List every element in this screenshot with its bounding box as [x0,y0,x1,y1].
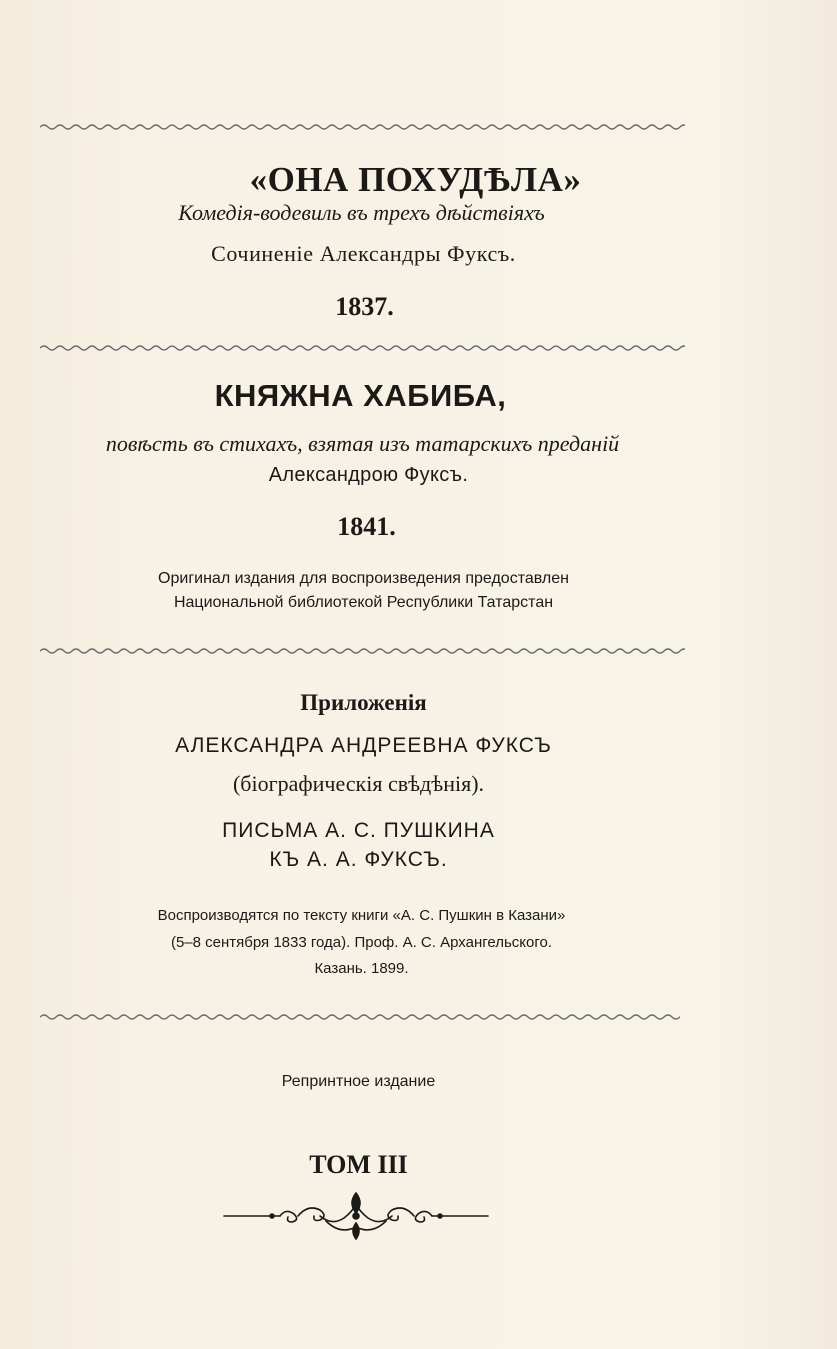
wavy-rule-icon [40,344,685,352]
work2-title: КНЯЖНА ХАБИБА, [214,378,507,413]
reprint-label: Репринтное издание [281,1073,436,1090]
wavy-rule-icon [40,1013,680,1021]
volume-label: ТОМ III [309,1150,408,1179]
source-line-1: Воспроизводятся по тексту книги «А. С. Пушкин в Казани» [157,907,566,924]
work1-author: Сочиненіе Александры Фуксъ. [211,241,516,266]
wavy-rule-icon [40,123,685,131]
appendix-bio: (біографическія свѣдѣнія). [232,771,485,796]
appendix-letters-line-1: ПИСЬМА А. С. ПУШКИНА [222,819,495,842]
source-line-2: (5–8 сентября 1833 года). Проф. А. С. Архангельского. [170,934,553,951]
wavy-rule-icon [40,647,685,655]
appendix-letters-line-2: КЪ А. А. ФУКСЪ. [269,848,448,871]
work2-author: Александрою Фуксъ. [268,464,469,486]
original-credit-line-2: Национальной библиотекой Республики Татарстан [173,594,554,611]
work1-subtitle: Комедія-водевиль въ трехъ дѣйствіяхъ [178,200,545,225]
work2-year: 1841. [337,512,396,541]
work2-subtitle: повѣсть въ стихахъ, взятая изъ татарскихъ преданій [105,431,620,456]
source-line-3: Казань. 1899. [314,960,409,977]
work1-title: «ОНА ПОХУДѢЛА» [249,160,582,199]
scroll-ornament-icon [222,1185,490,1245]
appendix-name: АЛЕКСАНДРА АНДРЕЕВНА ФУКСЪ [175,734,552,757]
appendix-heading: Приложенія [300,690,427,715]
work1-year: 1837. [335,292,394,321]
original-credit-line-1: Оригинал издания для воспроизведения предоставлен [158,570,569,587]
